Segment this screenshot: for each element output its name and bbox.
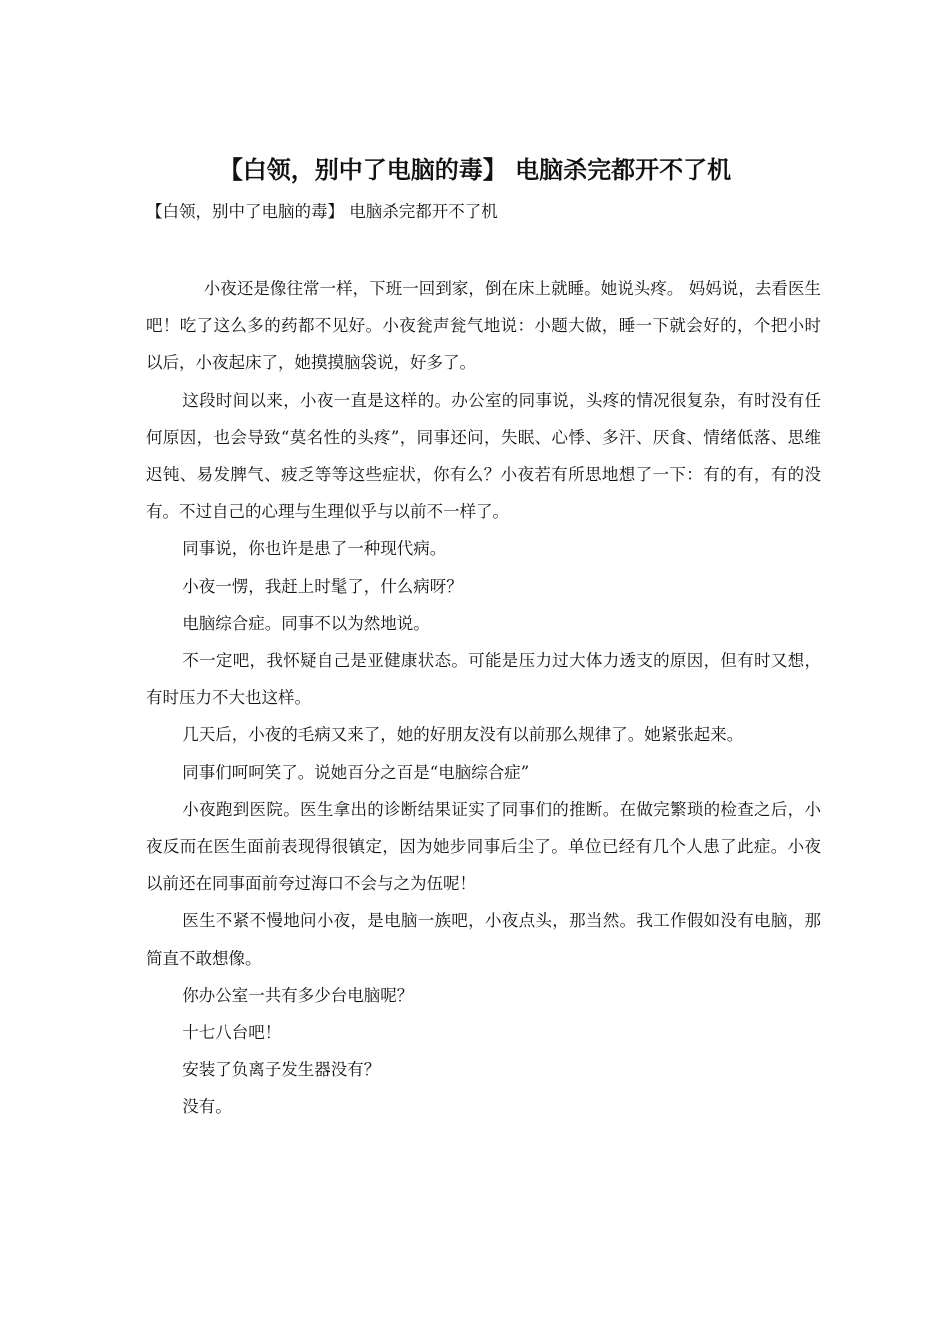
article-body (146, 270, 821, 1126)
paragraph: 没有。 (182, 1097, 232, 1117)
paragraph: 几天后，小夜的毛病又来了，她的好朋友没有以前那么规律了。她紧张起来。 (182, 725, 744, 745)
paragraph: 小夜跑到医院。医生拿出的诊断结果证实了同事们的推断。在做完繁琐的检查之后，小夜反而在医生面前表现得很镇定，因为她步同事后尘了。单位已经有几个人患了此症。小夜以前还在同事面前夸过海口不会与之为伍呢！ (146, 799, 821, 894)
paragraph: 同事说，你也许是患了一种现代病。 (182, 539, 447, 559)
paragraph: 不一定吧，我怀疑自己是亚健康状态。可能是压力过大体力透支的原因，但有时又想，有时压力不大也这样。 (146, 651, 821, 708)
document-subtitle: 【白领，别中了电脑的毒】 电脑杀完都开不了机 (146, 202, 498, 221)
paragraph: 十七八台吧！ (182, 1023, 282, 1043)
document-title: 【白领，别中了电脑的毒】 电脑杀完都开不了机 (218, 156, 732, 184)
paragraph: 电脑综合症。同事不以为然地说。 (182, 613, 430, 633)
paragraph: 小夜一愣，我赶上时髦了，什么病呀？ (182, 576, 463, 596)
paragraph: 安装了负离子发生器没有？ (182, 1060, 381, 1080)
paragraph: 这段时间以来，小夜一直是这样的。办公室的同事说，头疼的情况很复杂，有时没有任何原因，也会导致“莫名性的头疼”，同事还问，失眠、心悸、多汗、厌食、情绪低落、思维迟钝、易发脾气、疲乏等等这些症状，你有么？小夜若有所思地想了一下：有的有，有的没有。不过自己的心理与生理似乎与以前不一样了。 (146, 390, 821, 522)
paragraph: 你办公室一共有多少台电脑呢？ (182, 985, 414, 1005)
paragraph: 小夜还是像往常一样，下班一回到家，倒在床上就睡。她说头疼。 妈妈说，去看医生吧！吃了这么多的药都不见好。小夜瓮声瓮气地说：小题大做，睡一下就会好的，个把小时以后，小夜起床了，她摸摸脑袋说，好多了。 (146, 279, 821, 373)
paragraph: 同事们呵呵笑了。说她百分之百是“电脑综合症” (182, 762, 530, 782)
paragraph: 医生不紧不慢地问小夜，是电脑一族吧，小夜点头，那当然。我工作假如没有电脑，那简直不敢想像。 (146, 911, 821, 968)
